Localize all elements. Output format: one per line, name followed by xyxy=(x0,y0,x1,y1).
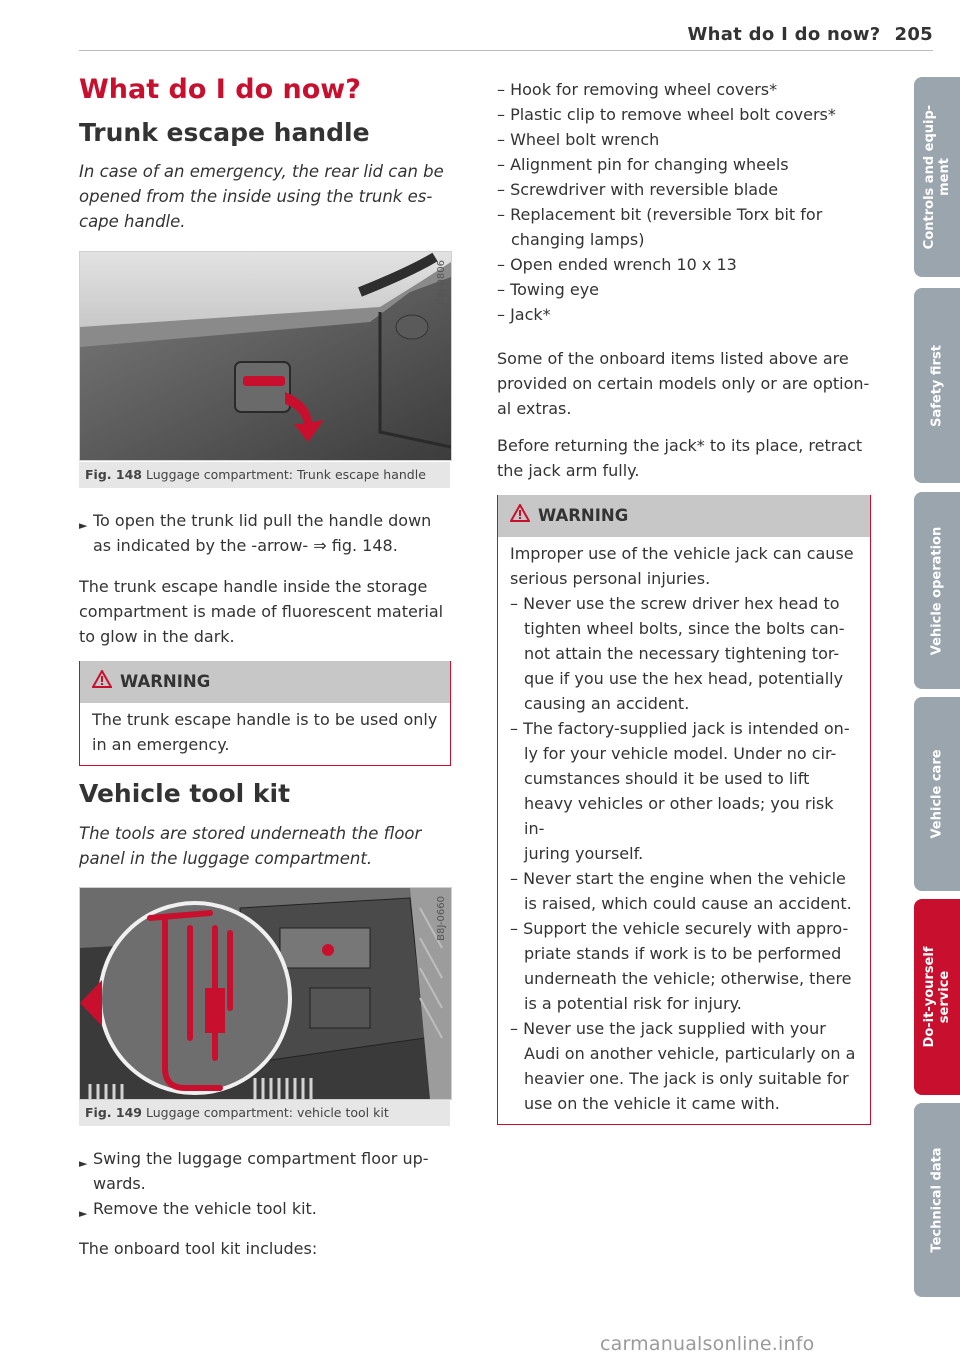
jack-warning-item-cont: heavier one. The jack is only suitable for xyxy=(524,1069,849,1088)
jack-warning-item-cont: is a potential risk for injury. xyxy=(524,994,742,1013)
trunk-intro-line: cape handle. xyxy=(79,212,186,231)
onboard-note-line: provided on certain models only or are option- xyxy=(497,374,870,393)
trunk-step xyxy=(79,508,451,558)
onboard-note-line: Some of the onboard items listed above are xyxy=(497,349,849,368)
figure-148-caption xyxy=(79,462,450,488)
trunk-escape-heading: Trunk escape handle xyxy=(79,118,370,147)
tool-list-item: – Screwdriver with reversible blade xyxy=(497,180,779,199)
tool-list-item: – Plastic clip to remove wheel bolt covers* xyxy=(497,105,836,124)
toolkit-step xyxy=(79,1146,451,1196)
trunk-warning-box xyxy=(79,661,451,766)
figure-148-image xyxy=(79,251,452,461)
tool-list-item: – Open ended wrench 10 x 13 xyxy=(497,255,737,274)
jack-warning-item-cont: not attain the necessary tightening tor- xyxy=(524,644,840,663)
tool-list-item: – Hook for removing wheel covers* xyxy=(497,80,778,99)
figure-149-label: Fig. 149 xyxy=(85,1105,142,1120)
tab-vehicle-care[interactable] xyxy=(914,697,960,891)
jack-warning-box xyxy=(497,495,871,1125)
vehicle-tool-kit-heading: Vehicle tool kit xyxy=(79,779,291,808)
trunk-intro-line: In case of an emergency, the rear lid can be xyxy=(79,162,444,181)
figure-149-id: B8J-0660 xyxy=(436,896,447,941)
trunk-warning-line: The trunk escape handle is to be used only xyxy=(92,710,438,729)
step-arrow-icon: ► xyxy=(79,1157,88,1170)
running-header xyxy=(687,24,933,45)
tab-controls-and-equipment[interactable] xyxy=(914,77,960,277)
toolkit-intro-line: The tools are stored underneath the floor xyxy=(79,824,422,843)
tool-list-item: – Jack* xyxy=(497,305,551,324)
tab-label: Vehicle operation xyxy=(929,526,945,655)
toolkit-intro-line: panel in the luggage compartment. xyxy=(79,849,373,868)
toolkit-step-line: wards. xyxy=(93,1174,146,1193)
jack-warning-item-cont: underneath the vehicle; otherwise, there xyxy=(524,969,852,988)
tab-label: Do-it-yourself service xyxy=(922,946,952,1048)
jack-warning-title: WARNING xyxy=(538,506,629,525)
jack-warning-item-cont: que if you use the hex head, potentially xyxy=(524,669,844,688)
trunk-intro-line: opened from the inside using the trunk es- xyxy=(79,187,433,206)
step-arrow-icon: ► xyxy=(79,1207,88,1220)
jack-note-line: Before returning the jack* to its place, retract xyxy=(497,436,863,455)
tool-list-item: – Replacement bit (reversible Torx bit for xyxy=(497,205,823,224)
tool-list-item: – Towing eye xyxy=(497,280,599,299)
trunk-paragraph xyxy=(79,574,451,649)
tool-list-item: – Wheel bolt wrench xyxy=(497,130,660,149)
jack-warning-item: – Never start the engine when the vehicle xyxy=(510,869,846,888)
jack-note xyxy=(497,433,871,483)
toolkit-step-line: Remove the vehicle tool kit. xyxy=(93,1199,317,1218)
toolkit-step xyxy=(79,1196,451,1221)
jack-warning-item: – Support the vehicle securely with appro- xyxy=(510,919,849,938)
toolkit-intro xyxy=(79,821,451,871)
onboard-note-line: al extras. xyxy=(497,399,572,418)
jack-warning-item: – Never use the screw driver hex head to xyxy=(510,594,840,613)
jack-warning-item-cont: priate stands if work is to be performed xyxy=(524,944,842,963)
jack-warning-item: – Never use the jack supplied with your xyxy=(510,1019,826,1038)
trunk-step-line: as indicated by the -arrow- ⇒ fig. 148. xyxy=(93,536,398,555)
watermark: carmanualsonline.info xyxy=(600,1333,815,1355)
jack-warning-item-cont: cumstances should it be used to lift xyxy=(524,769,810,788)
jack-warning-item-cont: tighten wheel bolts, since the bolts can- xyxy=(524,619,845,638)
jack-warning-item-cont: Audi on another vehicle, particularly on a xyxy=(524,1044,856,1063)
step-arrow-icon: ► xyxy=(79,519,88,532)
figure-149-caption xyxy=(79,1100,450,1126)
trunk-warning-body xyxy=(80,703,450,765)
tab-label: Controls and equip- ment xyxy=(922,104,952,250)
toolkit-steps xyxy=(79,1146,451,1221)
tab-label: Safety first xyxy=(929,344,945,427)
onboard-note xyxy=(497,346,871,421)
figure-149-image xyxy=(79,887,452,1100)
figure-148-id: B8J-0806 xyxy=(436,260,447,305)
warning-triangle-icon xyxy=(510,496,530,538)
toolkit-includes: The onboard tool kit includes: xyxy=(79,1239,318,1258)
trunk-paragraph-line: to glow in the dark. xyxy=(79,627,235,646)
trunk-step-line: To open the trunk lid pull the handle down xyxy=(93,511,432,530)
jack-warning-item: – The factory-supplied jack is intended on- xyxy=(510,719,850,738)
trunk-intro xyxy=(79,159,451,234)
tab-label: Vehicle care xyxy=(929,749,945,839)
figure-148-caption-text: Luggage compartment: Trunk escape handle xyxy=(145,467,426,482)
trunk-step-text xyxy=(79,508,451,558)
tab-technical-data[interactable] xyxy=(914,1103,960,1297)
jack-warning-item-cont: heavy vehicles or other loads; you risk in- xyxy=(524,794,834,838)
tool-kit-illustration xyxy=(80,888,451,1099)
trunk-warning-line: in an emergency. xyxy=(92,735,230,754)
tool-list-item: – Alignment pin for changing wheels xyxy=(497,155,789,174)
warning-triangle-icon xyxy=(92,662,112,704)
tab-vehicle-operation[interactable] xyxy=(914,492,960,689)
page-number: 205 xyxy=(894,24,933,45)
figure-148-label: Fig. 148 xyxy=(85,467,142,482)
header-rule xyxy=(79,50,933,51)
trunk-warning-header xyxy=(80,661,450,703)
jack-warning-header xyxy=(498,495,870,537)
jack-warning-line: serious personal injuries. xyxy=(510,569,711,588)
jack-warning-item-cont: ly for your vehicle model. Under no cir- xyxy=(524,744,837,763)
jack-note-line: the jack arm fully. xyxy=(497,461,640,480)
jack-warning-item-cont: is raised, which could cause an accident. xyxy=(524,894,852,913)
tool-list xyxy=(497,77,871,327)
section-title: What do I do now? xyxy=(79,74,361,105)
trunk-warning-title: WARNING xyxy=(120,672,211,691)
tab-label: Technical data xyxy=(929,1147,945,1253)
running-title: What do I do now? xyxy=(687,24,881,45)
trunk-paragraph-line: The trunk escape handle inside the storage xyxy=(79,577,428,596)
jack-warning-body xyxy=(498,537,870,1124)
toolkit-step-line: Swing the luggage compartment floor up- xyxy=(93,1149,429,1168)
jack-warning-item-cont: causing an accident. xyxy=(524,694,690,713)
jack-warning-line: Improper use of the vehicle jack can cause xyxy=(510,544,854,563)
jack-warning-item-cont: use on the vehicle it came with. xyxy=(524,1094,780,1113)
figure-149-caption-text: Luggage compartment: vehicle tool kit xyxy=(145,1105,389,1120)
trunk-paragraph-line: compartment is made of fluorescent material xyxy=(79,602,444,621)
jack-warning-item-cont: juring yourself. xyxy=(524,844,644,863)
tool-list-item-cont: changing lamps) xyxy=(511,230,645,249)
trunk-handle-illustration xyxy=(80,252,451,460)
tab-do-it-yourself-service[interactable] xyxy=(914,899,960,1095)
tab-safety-first[interactable] xyxy=(914,288,960,483)
